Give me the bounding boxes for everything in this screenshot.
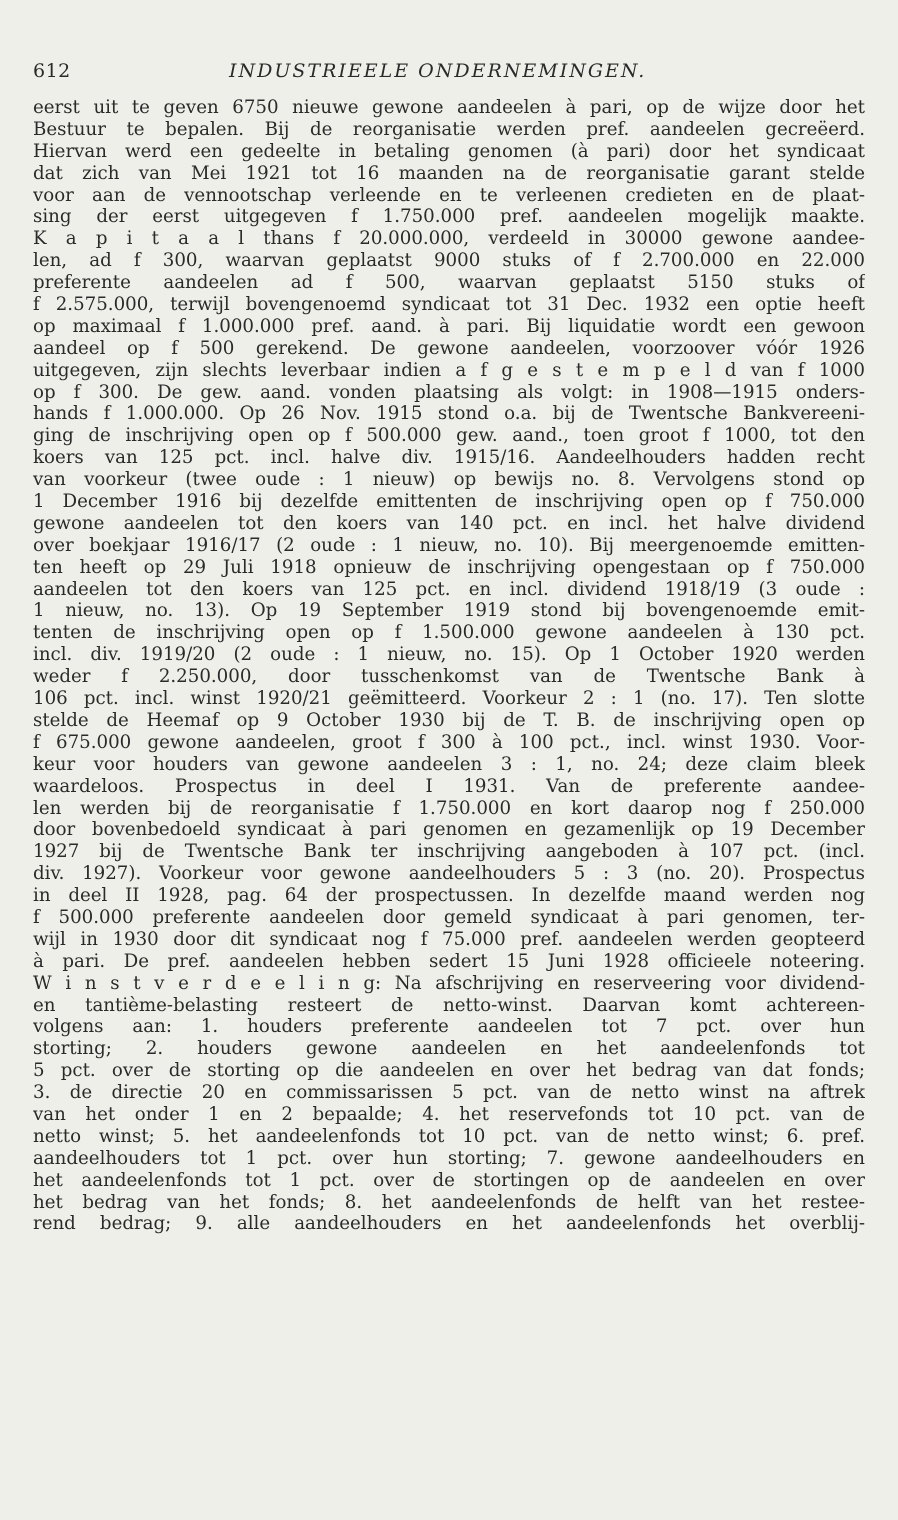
text-line: van het onder 1 en 2 bepaalde; 4. het reservefonds tot 10 pct. van de <box>33 1103 865 1125</box>
text-line: ten heeft op 29 Juli 1918 opnieuw de inschrijving opengestaan op f 750.000 <box>33 556 865 578</box>
text-line: K a p i t a a l thans f 20.000.000, verdeeld in 30000 gewone aandee- <box>33 228 865 250</box>
text-line: in deel II 1928, pag. 64 der prospectussen. In dezelfde maand werden nog <box>33 885 865 907</box>
text-line: f 675.000 gewone aandeelen, groot f 300 à 100 pct., incl. winst 1930. Voor- <box>33 731 865 753</box>
text-line: op maximaal f 1.000.000 pref. aand. à pari. Bij liquidatie wordt een gewoon <box>33 315 865 337</box>
text-line: door bovenbedoeld syndicaat à pari genomen en gezamenlijk op 19 December <box>33 819 865 841</box>
text-line: f 500.000 preferente aandeelen door gemeld syndicaat à pari genomen, ter- <box>33 906 865 928</box>
text-line: wijl in 1930 door dit syndicaat nog f 75.000 pref. aandeelen werden geopteerd <box>33 928 865 950</box>
text-line: Hiervan werd een gedeelte in betaling genomen (à pari) door het syndicaat <box>33 140 865 162</box>
text-line: sing der eerst uitgegeven f 1.750.000 pref. aandeelen mogelijk maakte. <box>33 206 865 228</box>
text-line: en tantième-belasting resteert de netto-winst. Daarvan komt achtereen- <box>33 994 865 1016</box>
text-line: aandeel op f 500 gerekend. De gewone aandeelen, voorzoover vóór 1926 <box>33 337 865 359</box>
text-line: het aandeelenfonds tot 1 pct. over de stortingen op de aandeelen en over <box>33 1169 865 1191</box>
text-line: gewone aandeelen tot den koers van 140 pct. en incl. het halve dividend <box>33 512 865 534</box>
text-line: 106 pct. incl. winst 1920/21 geëmitteerd. Voorkeur 2 : 1 (no. 17). Ten slotte <box>33 688 865 710</box>
text-line: rend bedrag; 9. alle aandeelhouders en het aandeelenfonds het overblij- <box>33 1213 865 1235</box>
text-line: netto winst; 5. het aandeelenfonds tot 10 pct. van de netto winst; 6. pref. <box>33 1125 865 1147</box>
text-line: ging de inschrijving open op f 500.000 gew. aand., toen groot f 1000, tot den <box>33 425 865 447</box>
text-line: hands f 1.000.000. Op 26 Nov. 1915 stond o.a. bij de Twentsche Bankvereeni- <box>33 403 865 425</box>
text-line: Bestuur te bepalen. Bij de reorganisatie werden pref. aandeelen gecreëerd. <box>33 118 865 140</box>
text-line: len, ad f 300, waarvan geplaatst 9000 stuks of f 2.700.000 en 22.000 <box>33 250 865 272</box>
text-line: aandeelhouders tot 1 pct. over hun storting; 7. gewone aandeelhouders en <box>33 1147 865 1169</box>
text-line: f 2.575.000, terwijl bovengenoemd syndicaat tot 31 Dec. 1932 een optie heeft <box>33 294 865 316</box>
text-line: voor aan de vennootschap verleende en te verleenen credieten en de plaat- <box>33 184 865 206</box>
text-line: à pari. De pref. aandeelen hebben sedert 15 Juni 1928 officieele noteering. <box>33 950 865 972</box>
body-text <box>33 97 865 1235</box>
text-line: 1 December 1916 bij dezelfde emittenten de inschrijving open op f 750.000 <box>33 491 865 513</box>
text-line: weder f 2.250.000, door tusschenkomst van de Twentsche Bank à <box>33 666 865 688</box>
text-line: koers van 125 pct. incl. halve div. 1915/16. Aandeelhouders hadden recht <box>33 447 865 469</box>
text-line: uitgegeven, zijn slechts leverbaar indien a f g e s t e m p e l d van f 1000 <box>33 359 865 381</box>
text-line: eerst uit te geven 6750 nieuwe gewone aandeelen à pari, op de wijze door het <box>33 97 865 118</box>
text-line: van voorkeur (twee oude : 1 nieuw) op bewijs no. 8. Vervolgens stond op <box>33 469 865 491</box>
text-line: op f 300. De gew. aand. vonden plaatsing als volgt: in 1908—1915 onders- <box>33 381 865 403</box>
text-line: over boekjaar 1916/17 (2 oude : 1 nieuw, no. 10). Bij meergenoemde emitten- <box>33 534 865 556</box>
text-line: keur voor houders van gewone aandeelen 3 : 1, no. 24; deze claim bleek <box>33 753 865 775</box>
text-line: stelde de Heemaf op 9 October 1930 bij de T. B. de inschrijving open op <box>33 709 865 731</box>
text-line: het bedrag van het fonds; 8. het aandeelenfonds de helft van het restee- <box>33 1191 865 1213</box>
text-line: dat zich van Mei 1921 tot 16 maanden na de reorganisatie garant stelde <box>33 162 865 184</box>
text-line: aandeelen tot den koers van 125 pct. en incl. dividend 1918/19 (3 oude : <box>33 578 865 600</box>
text-line: waardeloos. Prospectus in deel I 1931. Van de preferente aandee- <box>33 775 865 797</box>
text-line: incl. div. 1919/20 (2 oude : 1 nieuw, no. 15). Op 1 October 1920 werden <box>33 644 865 666</box>
text-line: volgens aan: 1. houders preferente aandeelen tot 7 pct. over hun <box>33 1016 865 1038</box>
running-title: INDUSTRIEELE ONDERNEMINGEN. <box>229 60 647 82</box>
text-line: storting; 2. houders gewone aandeelen en het aandeelenfonds tot <box>33 1038 865 1060</box>
text-line: div. 1927). Voorkeur voor gewone aandeelhouders 5 : 3 (no. 20). Prospectus <box>33 863 865 885</box>
text-line: W i n s t v e r d e e l i n g: Na afschrijving en reserveering voor dividend- <box>33 972 865 994</box>
text-line: 1927 bij de Twentsche Bank ter inschrijving aangeboden à 107 pct. (incl. <box>33 841 865 863</box>
text-line: 1 nieuw, no. 13). Op 19 September 1919 stond bij bovengenoemde emit- <box>33 600 865 622</box>
text-line: tenten de inschrijving open op f 1.500.000 gewone aandeelen à 130 pct. <box>33 622 865 644</box>
page-header <box>33 60 873 90</box>
text-line: 5 pct. over de storting op die aandeelen en over het bedrag van dat fonds; <box>33 1060 865 1082</box>
text-line: preferente aandeelen ad f 500, waarvan geplaatst 5150 stuks of <box>33 272 865 294</box>
text-line: len werden bij de reorganisatie f 1.750.000 en kort daarop nog f 250.000 <box>33 797 865 819</box>
text-line: 3. de directie 20 en commissarissen 5 pct. van de netto winst na aftrek <box>33 1082 865 1104</box>
page-number: 612 <box>33 60 71 82</box>
